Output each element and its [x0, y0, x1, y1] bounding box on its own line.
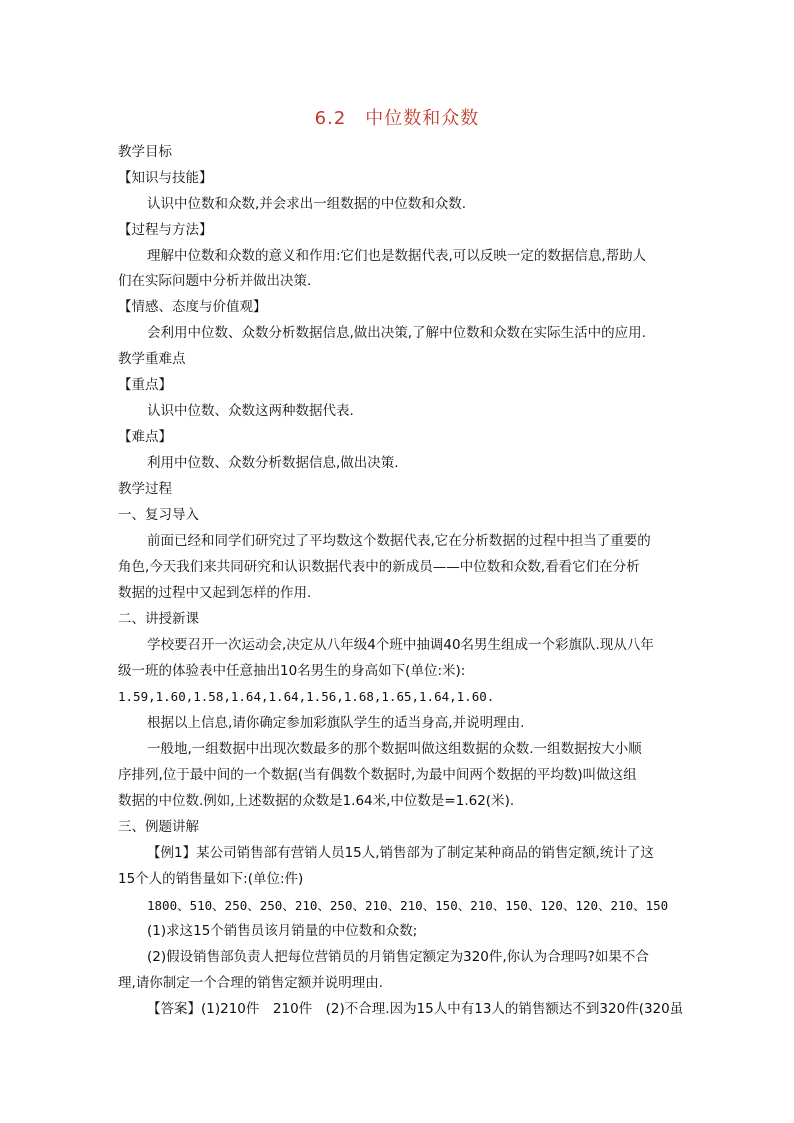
heading-key-difficult-points: 教学重难点 — [118, 351, 186, 367]
paragraph: 会利用中位数、众数分析数据信息,做出决策,了解中位数和众数在实际生活中的应用. — [147, 325, 646, 341]
heading-teaching-goals: 教学目标 — [118, 144, 172, 160]
heading-emotion-attitude: 【情感、态度与价值观】 — [118, 299, 267, 315]
paragraph: 级一班的体验表中任意抽出10名男生的身高如下(单位:米): — [118, 663, 466, 679]
heading-review: 一、复习导入 — [118, 507, 199, 523]
paragraph: 根据以上信息,请你确定参加彩旗队学生的适当身高,并说明理由. — [147, 715, 525, 731]
paragraph: 角色,今天我们来共同研究和认识数据代表中的新成员——中位数和众数,看看它们在分析 — [118, 559, 640, 575]
paragraph: 数据的中位数.例如,上述数据的众数是1.64米,中位数是=1.62(米). — [118, 793, 515, 809]
paragraph: 15个人的销售量如下:(单位:件) — [118, 871, 304, 887]
heading-key-points: 【重点】 — [118, 377, 172, 393]
paragraph: 认识中位数、众数这两种数据代表. — [147, 403, 354, 419]
paragraph: 学校要召开一次运动会,决定从八年级4个班中抽调40名男生组成一个彩旗队.现从八年 — [147, 637, 654, 653]
heading-teaching-process: 教学过程 — [118, 481, 172, 497]
answer: 【答案】(1)210件 210件 (2)不合理.因为15人中有13人的销售额达不到320件(320虽 — [147, 1001, 684, 1017]
paragraph: 认识中位数和众数,并会求出一组数据的中位数和众数. — [147, 196, 467, 212]
heading-examples: 三、例题讲解 — [118, 819, 199, 835]
sales-data-list: 1800、510、250、250、210、250、210、210、150、210、150、120、120、210、150 — [147, 898, 669, 913]
height-data-list: 1.59,1.60,1.58,1.64,1.64,1.56,1.68,1.65,1.64,1.60. — [118, 689, 495, 704]
question-2: (2)假设销售部负责人把每位营销员的月销售定额定为320件,你认为合理吗?如果不合 — [147, 949, 649, 965]
heading-process-method: 【过程与方法】 — [118, 222, 213, 238]
paragraph: 理解中位数和众数的意义和作用:它们也是数据代表,可以反映一定的数据信息,帮助人 — [147, 248, 647, 264]
paragraph: 数据的过程中又起到怎样的作用. — [118, 585, 312, 601]
paragraph: 前面已经和同学们研究过了平均数这个数据代表,它在分析数据的过程中担当了重要的 — [147, 533, 651, 549]
paragraph: 序排列,位于最中间的一个数据(当有偶数个数据时,为最中间两个数据的平均数)叫做这组 — [118, 767, 637, 783]
example-1: 【例1】某公司销售部有营销人员15人,销售部为了制定某种商品的销售定额,统计了这 — [147, 845, 654, 861]
question-1: (1)求这15个销售员该月销量的中位数和众数; — [147, 923, 418, 939]
paragraph: 利用中位数、众数分析数据信息,做出决策. — [147, 455, 399, 471]
heading-knowledge-skills: 【知识与技能】 — [118, 170, 213, 186]
paragraph: 一般地,一组数据中出现次数最多的那个数据叫做这组数据的众数.一组数据按大小顺 — [147, 741, 642, 757]
heading-difficult-points: 【难点】 — [118, 429, 172, 445]
paragraph: 理,请你制定一个合理的销售定额并说明理由. — [118, 975, 384, 991]
page-title: 6.2 中位数和众数 — [314, 108, 480, 129]
paragraph: 们在实际问题中分析并做出决策. — [118, 273, 312, 289]
heading-new-lesson: 二、讲授新课 — [118, 611, 199, 627]
